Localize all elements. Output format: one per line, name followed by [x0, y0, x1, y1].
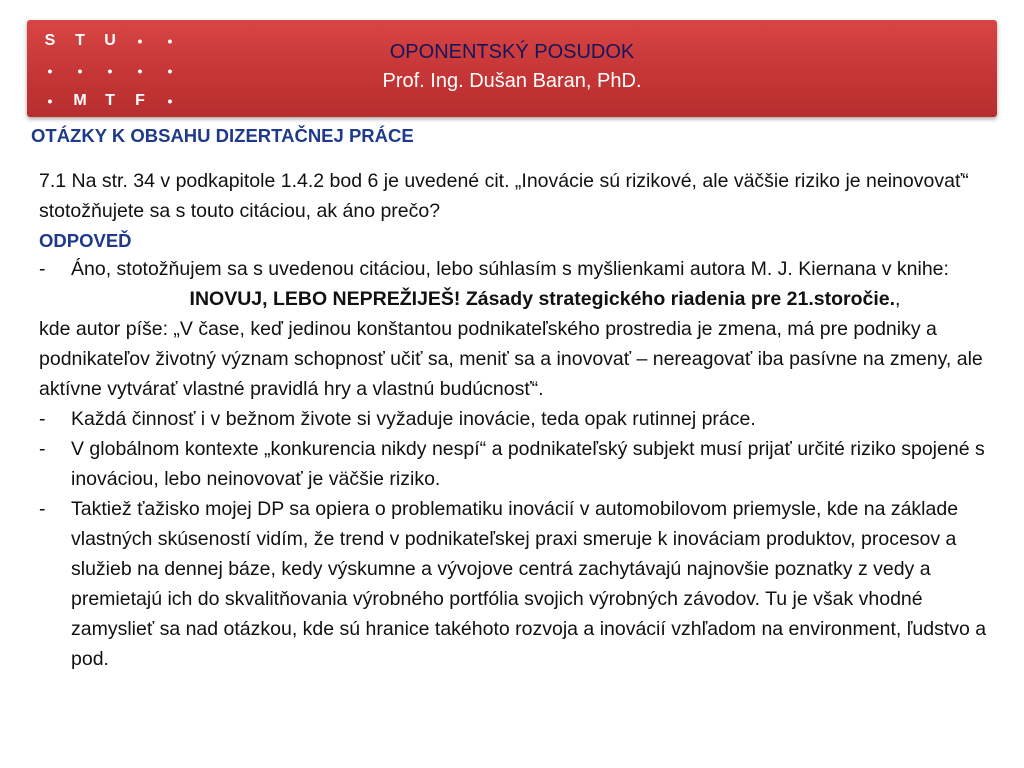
logo-dot: •: [77, 63, 83, 79]
logo-dot: •: [47, 63, 53, 79]
bullet-text: Každá činnosť i v bežnom živote si vyžaduje inovácie, teda opak rutinnej práce.: [71, 408, 756, 430]
title-line-2: Prof. Ing. Dušan Baran, PhD.: [382, 70, 642, 92]
book-title: INOVUJ, LEBO NEPREŽIJEŠ! Zásady strategického riadenia pre 21.storočie.: [189, 288, 896, 310]
bullet-dash: -: [39, 438, 46, 460]
slide-body: [39, 166, 989, 674]
logo-dot: •: [137, 33, 143, 49]
book-title-line: [39, 284, 989, 314]
list-item: [39, 404, 989, 434]
list-item: [39, 434, 989, 494]
logo-dot: •: [47, 93, 53, 109]
slide-header: [27, 20, 997, 117]
logo-dot: •: [107, 63, 113, 79]
logo-char: F: [135, 92, 145, 109]
bullet-text: V globálnom kontexte „konkurencia nikdy nespí“ a podnikateľský subjekt musí prijať určité riziko spojené s inováciou, lebo neinovovať je väčšie riziko.: [71, 438, 985, 490]
answer-label: ODPOVEĎ: [39, 230, 132, 251]
logo-dot: •: [137, 63, 143, 79]
question-text: 7.1 Na str. 34 v podkapitole 1.4.2 bod 6 je uvedené cit. „Inovácie sú rizikové, ale väčšie riziko je neinovovať“ stotožňujete sa s touto citáciou, ak áno prečo?: [39, 170, 969, 222]
title-line-1: OPONENTSKÝ POSUDOK: [389, 41, 635, 63]
logo-dot: •: [167, 33, 173, 49]
bullet-dash: -: [39, 258, 46, 280]
logo-char: M: [73, 92, 87, 109]
author-quote: kde autor píše: „V čase, keď jedinou konštantou podnikateľského prostredia je zmena, má pre podniky a podnikateľov životný význam schopnosť učiť sa, meniť sa a inovovať – nereagovať iba pasívne na zmeny, ale aktívne vytvárať vlastné pravidlá hry a vlastnú budúcnosť“.: [39, 318, 983, 400]
logo-char: T: [75, 32, 85, 49]
logo-dot: •: [167, 93, 173, 109]
logo-char: T: [105, 92, 115, 109]
bullet-dash: -: [39, 498, 46, 520]
slide-title: [27, 38, 997, 96]
list-item: [39, 254, 989, 284]
bullet-dash: -: [39, 408, 46, 430]
logo-dot: •: [167, 63, 173, 79]
section-title: OTÁZKY K OBSAHU DIZERTAČNEJ PRÁCE: [31, 125, 414, 146]
bullet-text: Taktiež ťažisko mojej DP sa opiera o problematiku inovácií v automobilovom priemysle, kde na základe vlastných skúseností vidím, že trend v podnikateľskej praxi smeruje k inováciam produktov, procesov a služieb na dennej báze, kedy výskumne a vývojove centrá zachytávajú najnovšie poznatky z vedy a premietajú ich do skvalitňovania výrobného portfólia svojich výrobných závodov. Tu je však vhodné zamyslieť sa nad otázkou, kde sú hranice takéhoto rozvoja a inovácií vzhľadom na environment, ľudstvo a pod.: [71, 498, 987, 670]
list-item: [39, 494, 989, 674]
logo-char: S: [44, 32, 56, 49]
logo-char: U: [104, 32, 116, 49]
book-title-suffix: ,: [895, 288, 901, 310]
bullet-text: Áno, stotožňujem sa s uvedenou citáciou, lebo súhlasím s myšlienkami autora M. J. Kiernana v knihe:: [71, 258, 949, 280]
